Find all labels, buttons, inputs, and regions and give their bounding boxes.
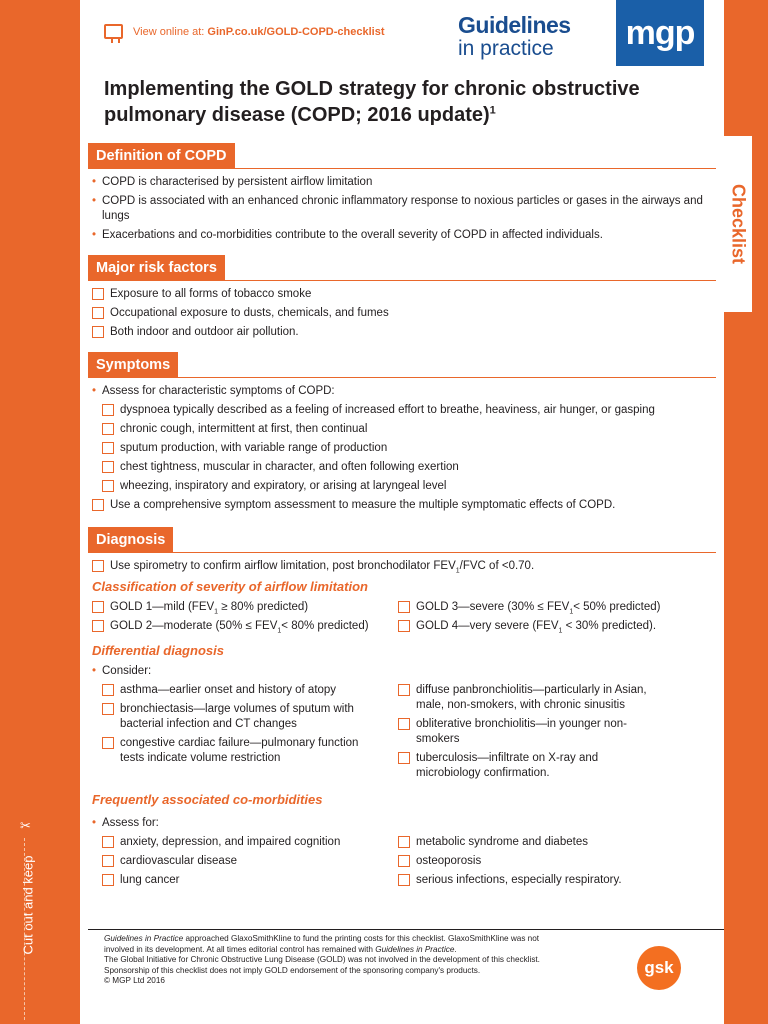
page-title bbox=[104, 76, 664, 128]
footer-divider bbox=[88, 929, 724, 930]
definition-bullet: • Exacerbations and co-morbidities contribute to the overall severity of COPD in affected individuals. bbox=[92, 228, 716, 243]
gsk-logo: gsk bbox=[637, 946, 681, 990]
differential-item[interactable]: bronchiectasis—large volumes of sputum with bacterial infection and CT changes bbox=[102, 702, 384, 732]
symptoms-heading: Symptoms bbox=[88, 352, 178, 378]
risk-item[interactable]: Exposure to all forms of tobacco smoke bbox=[92, 287, 716, 302]
footer-disclaimer: Guidelines in Practice approached GlaxoSmithKline to fund the printing costs for this checklist. GlaxoSmithKline was not involved in its development. At all times editorial control has remained with Guidelines in Practice. The Global Initiative for Chronic Obstructive Lung Disease (GOLD) was not involved in the development of this checklist. Sponsorship of this checklist does not imply GOLD endorsement of the sponsoring company's products. © MGP Ltd 2016 bbox=[104, 934, 544, 987]
comorbidity-item[interactable]: metabolic syndrome and diabetes bbox=[398, 835, 704, 850]
checkbox[interactable] bbox=[92, 499, 104, 511]
checkbox[interactable] bbox=[398, 718, 410, 730]
definition-bullet: • COPD is associated with an enhanced chronic inflammatory response to noxious particles or gases in the airways and lungs bbox=[92, 194, 716, 224]
comorbidity-item[interactable]: serious infections, especially respiratory. bbox=[398, 873, 704, 888]
scissors-icon: ✂ bbox=[20, 818, 31, 833]
symptoms-lead: • Assess for characteristic symptoms of COPD: bbox=[92, 384, 716, 399]
gold3-item[interactable]: GOLD 3—severe ($30\% \le FEV_1< 50\%$ predicted) bbox=[398, 600, 704, 615]
section-symptoms bbox=[88, 352, 716, 513]
spirometry-item[interactable]: Use spirometry to confirm airflow limitation, post bronchodilator $FEV_1$/FVC of <0.70. bbox=[92, 559, 716, 574]
checkbox[interactable] bbox=[102, 480, 114, 492]
differential-item[interactable]: obliterative bronchiolitis—in younger non-smokers bbox=[398, 717, 664, 747]
risk-heading: Major risk factors bbox=[88, 255, 225, 281]
checkbox[interactable] bbox=[102, 404, 114, 416]
checkbox[interactable] bbox=[102, 874, 114, 886]
guidelines-in-practice-logo bbox=[458, 14, 571, 59]
classification-heading: Classification of severity of airflow limitation bbox=[92, 579, 368, 594]
checklist-label: Checklist bbox=[728, 183, 749, 265]
checkbox[interactable] bbox=[92, 288, 104, 300]
checkbox[interactable] bbox=[398, 620, 410, 632]
checkbox[interactable] bbox=[398, 855, 410, 867]
symptom-item[interactable]: dyspnoea typically described as a feeling of increased effort to breathe, heaviness, air hunger, or gasping bbox=[102, 403, 716, 418]
title-reference: 1 bbox=[489, 104, 496, 117]
checkbox[interactable] bbox=[102, 442, 114, 454]
cut-out-label: Cut out and keep bbox=[20, 855, 36, 955]
comorbidities-heading: Frequently associated co-morbidities bbox=[92, 792, 323, 807]
footer-gold-note: The Global Initiative for Chronic Obstructive Lung Disease (GOLD) was not involved in the development of this checklist. bbox=[104, 955, 540, 964]
checkbox[interactable] bbox=[92, 601, 104, 613]
symptom-item[interactable]: chest tightness, muscular in character, and often following exertion bbox=[102, 460, 716, 475]
symptom-item[interactable]: chronic cough, intermittent at first, then continual bbox=[102, 422, 716, 437]
checkbox[interactable] bbox=[102, 703, 114, 715]
checkbox[interactable] bbox=[102, 836, 114, 848]
gip-logo-line1: Guidelines bbox=[458, 12, 571, 38]
checkbox[interactable] bbox=[398, 874, 410, 886]
comorbidities-lead: • Assess for: bbox=[92, 816, 716, 831]
view-online-prefix: View online at: bbox=[133, 26, 205, 38]
comorbidity-item[interactable]: cardiovascular disease bbox=[102, 854, 398, 869]
risk-item[interactable]: Both indoor and outdoor air pollution. bbox=[92, 325, 716, 340]
definition-heading: Definition of COPD bbox=[88, 143, 235, 169]
page bbox=[80, 0, 724, 1024]
footer-sponsorship-note: Sponsorship of this checklist does not imply GOLD endorsement of the sponsoring company's products. bbox=[104, 965, 481, 975]
diagnosis-heading: Diagnosis bbox=[88, 527, 173, 553]
comorbidity-item[interactable]: osteoporosis bbox=[398, 854, 704, 869]
section-diagnosis bbox=[88, 527, 716, 888]
gip-logo-line2: in practice bbox=[458, 37, 554, 60]
header bbox=[80, 0, 724, 72]
definition-bullet: • COPD is characterised by persistent airflow limitation bbox=[92, 175, 716, 190]
checkbox[interactable] bbox=[398, 752, 410, 764]
comorbidity-item[interactable]: anxiety, depression, and impaired cognition bbox=[102, 835, 398, 850]
checkbox[interactable] bbox=[92, 620, 104, 632]
gold1-item[interactable]: GOLD 1—mild ($FEV_1 \ge 80\%$ predicted) bbox=[92, 600, 398, 615]
comorbidity-item[interactable]: lung cancer bbox=[102, 873, 398, 888]
monitor-icon bbox=[104, 24, 123, 39]
left-strip bbox=[0, 0, 80, 1024]
checkbox[interactable] bbox=[398, 684, 410, 696]
symptom-item[interactable]: wheezing, inspiratory and expiratory, or arising at laryngeal level bbox=[102, 479, 716, 494]
section-definition bbox=[88, 143, 716, 243]
view-online-url[interactable]: GinP.co.uk/GOLD-COPD-checklist bbox=[207, 26, 385, 38]
gold2-item[interactable]: GOLD 2—moderate ($50\% \le FEV_1< 80\%$ predicted) bbox=[92, 619, 398, 634]
view-online[interactable] bbox=[133, 26, 384, 38]
mgp-logo: mgp bbox=[616, 0, 704, 66]
page-title-text: Implementing the GOLD strategy for chronic obstructive pulmonary disease (COPD; 2016 update) bbox=[104, 78, 640, 126]
checkbox[interactable] bbox=[92, 560, 104, 572]
checkbox[interactable] bbox=[102, 461, 114, 473]
differential-item[interactable]: congestive cardiac failure—pulmonary function tests indicate volume restriction bbox=[102, 736, 384, 766]
differential-item[interactable]: tuberculosis—infiltrate on X-ray and microbiology confirmation. bbox=[398, 751, 664, 781]
checkbox[interactable] bbox=[398, 836, 410, 848]
checkbox[interactable] bbox=[102, 684, 114, 696]
differential-item[interactable]: asthma—earlier onset and history of atopy bbox=[102, 683, 384, 698]
symptom-assessment-item[interactable]: Use a comprehensive symptom assessment to measure the multiple symptomatic effects of COPD. bbox=[92, 498, 716, 513]
section-risk-factors bbox=[88, 255, 716, 340]
risk-item[interactable]: Occupational exposure to dusts, chemicals, and fumes bbox=[92, 306, 716, 321]
checkbox[interactable] bbox=[102, 423, 114, 435]
checkbox[interactable] bbox=[398, 601, 410, 613]
differential-heading: Differential diagnosis bbox=[92, 643, 224, 658]
differential-lead: • Consider: bbox=[92, 664, 716, 679]
checkbox[interactable] bbox=[92, 326, 104, 338]
gold4-item[interactable]: GOLD 4—very severe ($FEV_1 < 30\%$ predicted). bbox=[398, 619, 704, 634]
checkbox[interactable] bbox=[92, 307, 104, 319]
differential-item[interactable]: diffuse panbronchiolitis—particularly in Asian, male, non-smokers, with chronic sinusitis bbox=[398, 683, 664, 713]
checkbox[interactable] bbox=[102, 737, 114, 749]
footer-copyright: © MGP Ltd 2016 bbox=[104, 976, 165, 985]
checkbox[interactable] bbox=[102, 855, 114, 867]
symptom-item[interactable]: sputum production, with variable range of production bbox=[102, 441, 716, 456]
